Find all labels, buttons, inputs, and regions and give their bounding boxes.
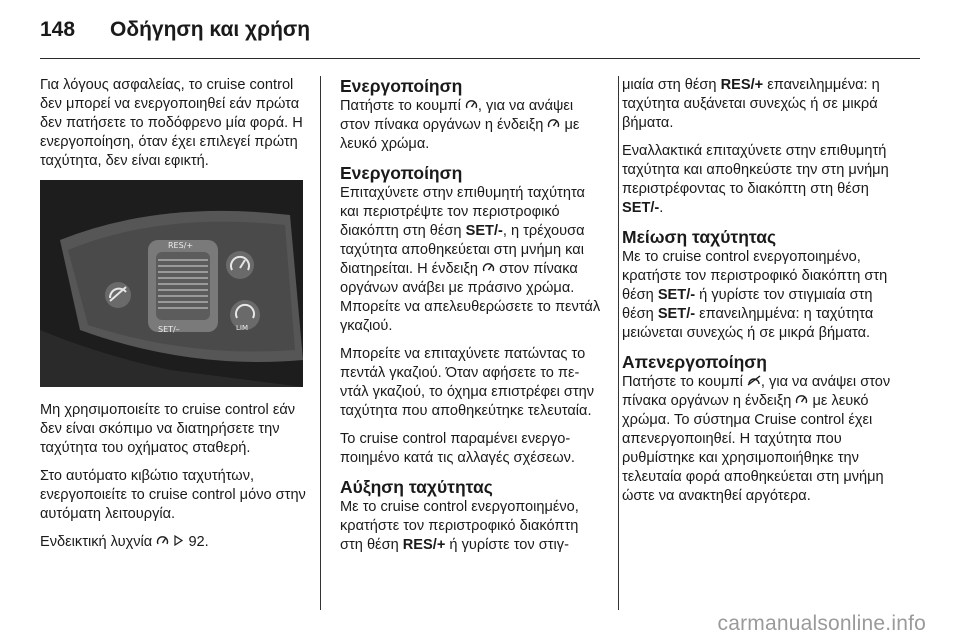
paragraph: Για λόγους ασφαλείας, το cruise control δεν μπορεί να ενεργοποιηθεί εάν πρώτα δεν πατήσετε το ποδόφρενο μία φορά. Η ενεργοποίηση, όταν έχει επιλεγεί πρώτη ταχύτητα, δεν είναι εφικτή. (40, 77, 303, 169)
cruise-control-icon (482, 260, 495, 279)
watermark: carmanualsonline.info (717, 612, 926, 635)
paragraph: Ενδεικτική λυχνία 92. (40, 534, 209, 550)
paragraph: Στο αυτόματο κιβώτιο ταχυτήτων, ενεργοποιείτε το cruise control μόνο στην αυτόματη λειτουργία. (40, 468, 306, 522)
paragraph: Με το cruise control ενεργοποιημένο, κρατήστε τον περιστροφικό διακόπτη στη θέση RES/+ ή γυρίστε τον στιγ- (340, 499, 579, 553)
paragraph: Μπορείτε να επιταχύνετε πατώντας το πεντάλ γκαζιού. Όταν αφήσετε το πεντάλ γκαζιού, το όχημα επιστρέφει στην ταχύτητα που αποθηκεύτηκε τελευταία. (340, 346, 595, 419)
cruise-control-off-icon (747, 373, 761, 392)
cruise-control-icon (226, 251, 254, 279)
cruise-control-icon (795, 392, 808, 411)
column-1 (40, 76, 306, 561)
page-title: Οδήγηση και χρήση (110, 18, 311, 41)
paragraph: Πατήστε το κουμπί , για να ανάψει στον πίνακα οργάνων η ένδειξη με λευκό χρώμα. (340, 98, 580, 152)
paragraph: Πατήστε το κουμπί , για να ανάψει στον πίνακα οργάνων η ένδειξη με λευκό χρώμα. Το σύστημα Cruise control έχει απενεργοποιηθεί. Η ταχύτητα που ρυθμίστηκε και χρησιμοποιήθηκε την τελευταία φορά αποθηκεύεται στη μνήμη ώστε να ανακτηθεί αργότερα. (622, 374, 891, 504)
section-heading: Αύξηση ταχύτητας (340, 477, 493, 497)
paragraph: Μη χρησιμοποιείτε το cruise control εάν δεν είναι σκόπιμο να διατηρήσετε την ταχύτητα του οχήματος σταθερή. (40, 402, 296, 456)
page-number: 148 (40, 18, 76, 41)
paragraph: Το cruise control παραμένει ενεργοποιημένο κατά τις αλλαγές σχέσεων. (340, 431, 575, 466)
set-label: SET/– (158, 325, 180, 334)
paragraph: μιαία στη θέση RES/+ επανειλημμένα: η ταχύτητα αυξάνεται συνεχώς ή σε μικρά βήματα. (622, 77, 880, 131)
cruise-control-icon (547, 116, 560, 135)
section-heading: Ενεργοποίηση (340, 163, 463, 183)
cruise-control-icon (156, 533, 169, 552)
column-3 (622, 76, 900, 515)
speed-limiter-icon (105, 282, 131, 308)
paragraph: Επιταχύνετε στην επιθυμητή ταχύτητα και περιστρέψτε τον περιστροφικό διακόπτη στη θέση SET/-, η τρέχουσα ταχύτητα αποθηκεύεται στη μνήμη και διατηρείται. Η ένδειξη στον πίνακα οργάνων ανάβει με πράσινο χρώμα. Μπορείτε να απελευθερώσετε το πεντάλ γκαζιού. (340, 185, 601, 334)
section-heading: Ενεργοποίηση (340, 76, 463, 96)
steering-wheel-controls-image (40, 180, 303, 387)
paragraph: Εναλλακτικά επιταχύνετε στην επιθυμητή ταχύτητα και αποθηκεύστε την στη μνήμη περιστρέφοντας το διακόπτη στη θέση SET/-. (622, 143, 889, 216)
cruise-control-icon (465, 97, 478, 116)
page-reference-icon (173, 533, 184, 552)
column-divider (618, 76, 619, 610)
section-heading: Απενεργοποίηση (622, 352, 767, 372)
lim-label: LIM (236, 324, 249, 332)
column-2 (340, 76, 603, 564)
page-header (40, 18, 920, 59)
section-heading: Μείωση ταχύτητας (622, 227, 777, 247)
res-label: RES/+ (168, 241, 194, 250)
column-divider (320, 76, 321, 610)
paragraph: Με το cruise control ενεργοποιημένο, κρατήστε τον περιστροφικό διακόπτη στη θέση SET/- ή γυρίστε τον στιγμιαία στη θέση SET/- επανειλημμένα: η ταχύτητα μειώνεται συνεχώς ή σε μικρά βήματα. (622, 249, 888, 341)
